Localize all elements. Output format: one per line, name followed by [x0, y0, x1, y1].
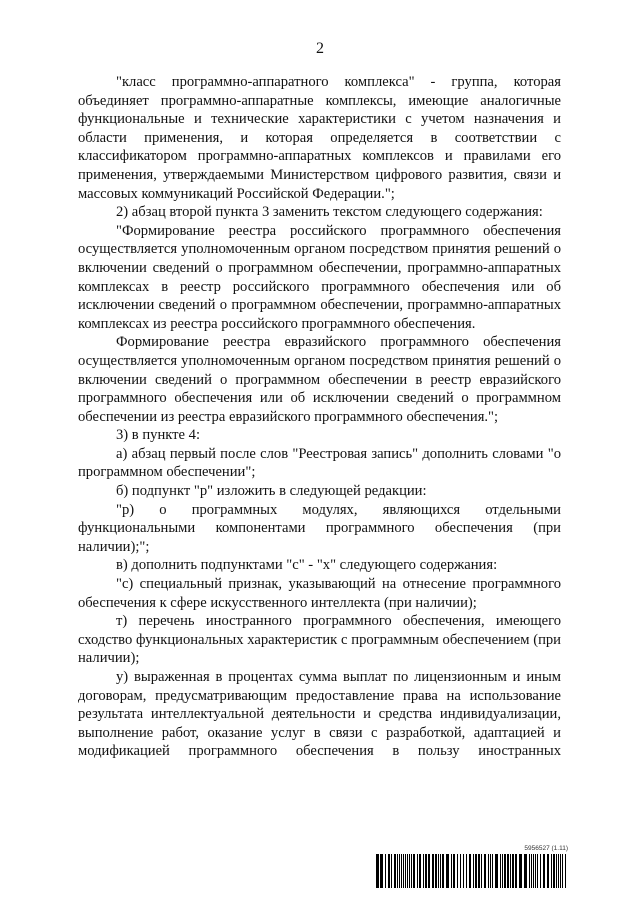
barcode-bar — [460, 854, 461, 888]
barcode-bar — [540, 854, 541, 888]
barcode-bar — [388, 854, 390, 888]
barcode-bar — [385, 854, 386, 888]
barcode-bar — [547, 854, 549, 888]
barcode-bar — [495, 854, 498, 888]
barcode-bar — [504, 854, 506, 888]
barcode-bar — [405, 854, 406, 888]
barcode-bar — [562, 854, 563, 888]
barcode-bar — [484, 854, 486, 888]
barcode-bar — [453, 854, 455, 888]
barcode-bar — [560, 854, 561, 888]
barcode-bar — [529, 854, 530, 888]
barcode-bar — [401, 854, 402, 888]
barcode-bar — [451, 854, 452, 888]
paragraph-subitem-s: "с) специальный признак, указывающий на отнесение программного обеспечения к сфере искусственного интеллекта (при наличии); — [78, 576, 561, 611]
barcode-bar — [397, 854, 398, 888]
barcode-bar — [376, 854, 379, 888]
barcode-caption: 5956527 (1.11) — [524, 845, 568, 852]
barcode-bar — [440, 854, 441, 888]
document-footer — [376, 845, 568, 889]
barcode-bar — [419, 854, 421, 888]
paragraph-subitem-r: "р) о программных модулях, являющихся отдельными функциональными компонентами программного обеспечения (при наличии);"; — [78, 501, 561, 555]
barcode-bar — [425, 854, 427, 888]
barcode-bar — [399, 854, 400, 888]
paragraph-russian-registry: "Формирование реестра российского программного обеспечения осуществляется уполномоченным органом посредством принятия решений о включении сведений о программном обеспечении, программно-аппаратных комплексах в реестр российского программного обеспечения или об исключении сведений о программном обеспечении, программно-аппаратных комплексах из реестра российского программного обеспечения. — [78, 222, 561, 332]
barcode-bar — [403, 854, 404, 888]
paragraph-item-3: 3) в пункте 4: — [116, 427, 201, 444]
paragraph-subitem-v: в) дополнить подпунктами "с" - "х" следующего содержания: — [116, 557, 498, 574]
paragraph-class-definition: "класс программно-аппаратного комплекса" - группа, которая объединяет программно-аппаратные комплексы, имеющие аналогичные функциональные и технические характеристики с учетом назначения и области применения, и которая определяется в соответствии с классификатором программно-аппаратных комплексов и правилами его применения, утверждаемыми Министерством цифрового развития, связи и массовых коммуникаций Российской Федерации."; — [78, 74, 561, 202]
barcode-icon — [376, 854, 568, 888]
barcode-bar — [417, 854, 418, 888]
barcode-bar — [438, 854, 439, 888]
barcode-bar — [537, 854, 538, 888]
barcode-bar — [435, 854, 437, 888]
barcode-bar — [488, 854, 489, 888]
barcode-bar — [457, 854, 458, 888]
barcode-bar — [473, 854, 474, 888]
barcode-bar — [490, 854, 491, 888]
barcode-bar — [500, 854, 501, 888]
paragraph-subitem-a: а) абзац первый после слов "Реестровая запись" дополнить словами "о программном обеспечении"; — [78, 445, 561, 481]
barcode-bar — [407, 854, 408, 888]
barcode-bar — [535, 854, 536, 888]
barcode-bar — [466, 854, 467, 888]
barcode-bar — [510, 854, 511, 888]
barcode-bar — [531, 854, 532, 888]
barcode-bar — [409, 854, 410, 888]
document-body — [78, 73, 561, 761]
barcode-bar — [533, 854, 534, 888]
barcode-bar — [492, 854, 493, 888]
barcode-bar — [391, 854, 392, 888]
paragraph-subitem-b: б) подпункт "р" изложить в следующей редакции: — [116, 483, 427, 500]
barcode-bar — [463, 854, 464, 888]
barcode-bar — [502, 854, 503, 888]
paragraph-eurasian-registry: Формирование реестра евразийского программного обеспечения осуществляется уполномоченным органом посредством принятия решений о включении сведений о программном обеспечении в реестр евразийского программного обеспечения или об исключении сведений о программном обеспечении из реестра евразийского программного обеспечения."; — [78, 334, 561, 425]
paragraph-subitem-t: т) перечень иностранного программного обеспечения, имеющего сходство функциональных характеристик с программным обеспечением (при наличии); — [78, 613, 561, 667]
barcode-bar — [478, 854, 480, 888]
barcode-bar — [515, 854, 517, 888]
barcode-bar — [413, 854, 415, 888]
barcode-bar — [519, 854, 522, 888]
barcode-bar — [442, 854, 444, 888]
page-number: 2 — [316, 40, 324, 57]
barcode-bar — [551, 854, 552, 888]
barcode-bar — [512, 854, 514, 888]
barcode-bar — [481, 854, 482, 888]
barcode-bar — [507, 854, 509, 888]
barcode-bar — [475, 854, 477, 888]
barcode-bar — [423, 854, 424, 888]
barcode-bar — [565, 854, 566, 888]
barcode-bar — [411, 854, 412, 888]
barcode-bar — [543, 854, 545, 888]
barcode-bar — [428, 854, 430, 888]
barcode-bar — [469, 854, 471, 888]
paragraph-subitem-u: у) выраженная в процентах сумма выплат по лицензионным и иным договорам, предусматривающим предоставление права на использование результата интеллектуальной деятельности и средства индивидуализации, выполнение работ, оказание услуг в связи с разработкой, адаптацией и модификацией программного обеспечения в пользу иностранных — [78, 669, 561, 760]
barcode-bar — [446, 854, 449, 888]
barcode-bar — [394, 854, 396, 888]
barcode-bar — [432, 854, 434, 888]
barcode-bar — [380, 854, 383, 888]
barcode-bar — [524, 854, 527, 888]
barcode-bar — [558, 854, 559, 888]
paragraph-item-2: 2) абзац второй пункта 3 заменить текстом следующего содержания: — [116, 204, 543, 221]
barcode-bar — [556, 854, 557, 888]
barcode-bar — [553, 854, 555, 888]
